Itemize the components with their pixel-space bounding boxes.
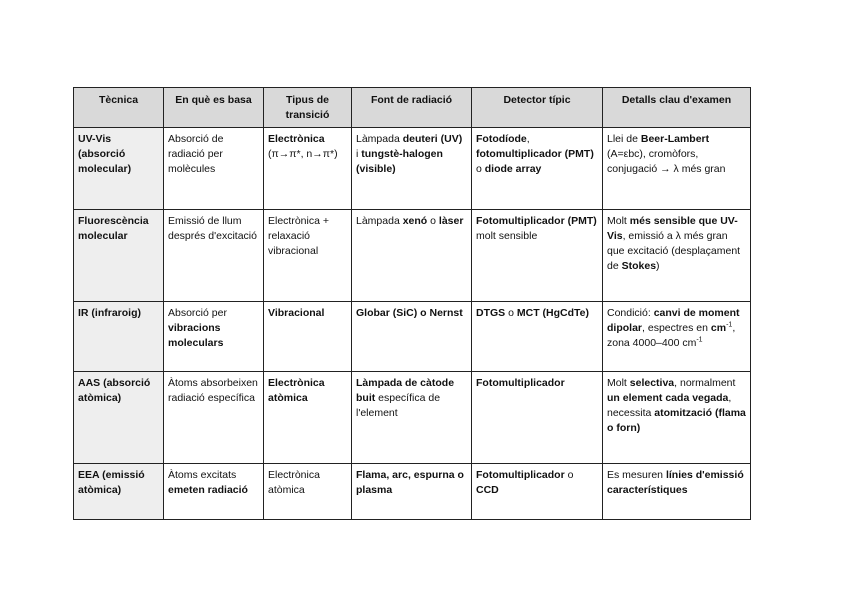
text: ): [656, 260, 660, 272]
text: Condició:: [607, 307, 654, 319]
text-bold: Làmpada de càtode buit: [356, 377, 455, 404]
text: (π→π*, n→π*): [268, 148, 338, 160]
text-bold: Electrònica: [268, 133, 325, 145]
text-bold: làser: [438, 215, 464, 227]
text-bold: Globar (SiC) o Nernst: [356, 307, 463, 319]
cell-font: [352, 464, 472, 520]
text-bold: vibracions moleculars: [168, 322, 224, 349]
cell-transicio: [264, 372, 352, 464]
text-bold: Fotomultiplicador: [476, 469, 565, 481]
header-detalls: Detalls clau d'examen: [603, 88, 751, 128]
text: Absorció per: [168, 307, 227, 319]
cell-basa: Àtoms absorbeixen radiació específica: [164, 372, 264, 464]
superscript: -1: [696, 336, 703, 344]
text-bold: Stokes: [621, 260, 657, 272]
techniques-table: [73, 87, 751, 520]
text: específica de l'element: [356, 392, 441, 419]
text-bold: CCD: [476, 484, 499, 496]
cell-tecnica: UV-Vis (absorció molecular): [74, 128, 164, 210]
cell-transicio: [264, 302, 352, 372]
text: , espectres en: [642, 322, 711, 334]
text: Llei de: [607, 133, 641, 145]
text-bold: Fotomultiplicador (PMT): [476, 215, 597, 227]
text-bold: DTGS: [476, 307, 506, 319]
cell-transicio: Electrònica + relaxació vibracional: [264, 210, 352, 302]
cell-tecnica: Fluorescència molecular: [74, 210, 164, 302]
text-bold: selectiva: [629, 377, 675, 389]
text-bold: Fotomultiplicador: [476, 377, 565, 389]
cell-font: [352, 128, 472, 210]
cell-transicio: [264, 128, 352, 210]
text-bold: xenó: [402, 215, 428, 227]
cell-basa: Absorció de radiació per molècules: [164, 128, 264, 210]
cell-font: [352, 210, 472, 302]
table-row: [74, 210, 751, 302]
text: Molt: [607, 377, 630, 389]
text: ,: [526, 133, 530, 145]
text-bold: deuteri (UV): [402, 133, 463, 145]
cell-basa: Emissió de llum després d'excitació: [164, 210, 264, 302]
text: Es mesuren: [607, 469, 666, 481]
cell-detector: [472, 464, 603, 520]
header-basa: En què es basa: [164, 88, 264, 128]
cell-detector: [472, 302, 603, 372]
text: Molt: [607, 215, 630, 227]
text: o: [564, 469, 574, 481]
text: Làmpada: [356, 215, 403, 227]
text: , necessita: [607, 392, 732, 419]
text: , zona 4000–400 cm: [607, 322, 736, 349]
text: o: [476, 163, 485, 175]
cell-basa: [164, 464, 264, 520]
text-bold: línies d'emissió característiques: [607, 469, 744, 496]
text: o: [505, 307, 517, 319]
cell-tecnica: EEA (emissió atòmica): [74, 464, 164, 520]
text-bold: Beer-Lambert: [640, 133, 710, 145]
header-row: [74, 88, 751, 128]
text-bold: Fotodíode: [476, 133, 527, 145]
cell-font: [352, 302, 472, 372]
text-bold: canvi de moment dipolar: [607, 307, 740, 334]
cell-font: [352, 372, 472, 464]
text-bold: atomització (flama o forn): [607, 407, 746, 434]
header-font: Font de radiació: [352, 88, 472, 128]
text: o: [427, 215, 439, 227]
cell-detalls: [603, 464, 751, 520]
header-transicio: Tipus de transició: [264, 88, 352, 128]
text-bold: diode array: [484, 163, 542, 175]
text: Làmpada: [356, 133, 403, 145]
cell-detalls: [603, 372, 751, 464]
cell-detector: [472, 210, 603, 302]
cell-basa: [164, 302, 264, 372]
text-bold: cm: [710, 322, 727, 334]
table-row: [74, 302, 751, 372]
text-bold: fotomultiplicador (PMT): [476, 148, 594, 160]
text: , emissió a λ més gran que excitació (desplaçament de: [607, 230, 741, 272]
text-bold: emeten radiació: [168, 484, 248, 496]
text-bold: MCT (HgCdTe): [516, 307, 589, 319]
text: molt sensible: [476, 230, 538, 242]
superscript: -1: [726, 321, 733, 329]
cell-detalls: [603, 128, 751, 210]
cell-tecnica: AAS (absorció atòmica): [74, 372, 164, 464]
text-bold: Vibracional: [268, 307, 325, 319]
text-bold: tungstè-halogen (visible): [356, 148, 443, 175]
text: Àtoms excitats: [168, 469, 237, 481]
text: (A=εbc), cromòfors, conjugació → λ més gran: [607, 148, 726, 175]
text-bold: Electrònica atòmica: [268, 377, 325, 404]
cell-detector: [472, 128, 603, 210]
cell-detalls: [603, 210, 751, 302]
text-bold: un element cada vegada: [607, 392, 729, 404]
text-bold: Flama, arc, espurna o plasma: [356, 469, 464, 496]
table-row: [74, 464, 751, 520]
header-detector: Detector típic: [472, 88, 603, 128]
text-bold: més sensible que UV-Vis: [607, 215, 738, 242]
cell-detalls: [603, 302, 751, 372]
table-row: [74, 128, 751, 210]
text: i: [356, 148, 362, 160]
header-tecnica: Tècnica: [74, 88, 164, 128]
cell-tecnica: IR (infraroig): [74, 302, 164, 372]
text: , normalment: [674, 377, 736, 389]
cell-transicio: Electrònica atòmica: [264, 464, 352, 520]
cell-detector: [472, 372, 603, 464]
table-row: [74, 372, 751, 464]
